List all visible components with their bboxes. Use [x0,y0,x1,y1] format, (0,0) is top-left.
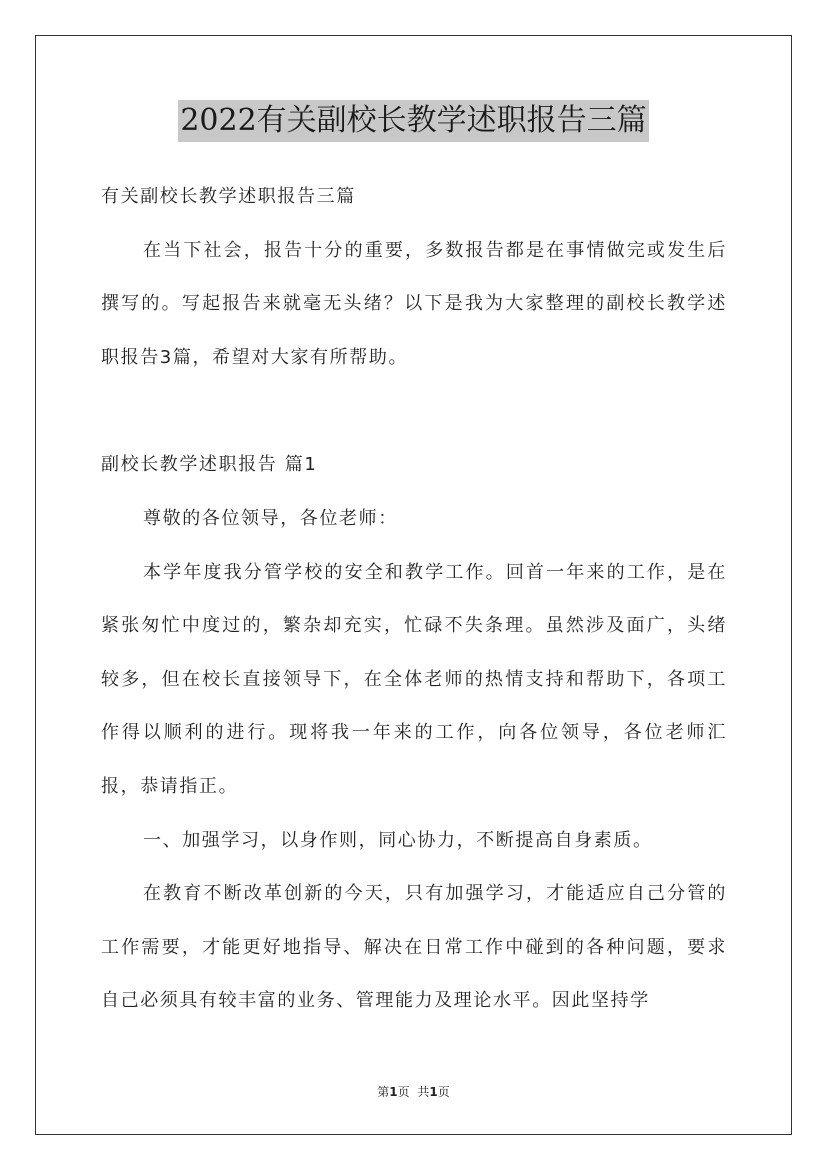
footer-total-suffix: 页 [437,1085,450,1099]
page-footer [0,1083,827,1100]
body-paragraph: 本学年度我分管学校的安全和教学工作。回首一年来的工作，是在紧张匆忙中度过的，繁杂却充实，忙碌不失条理。虽然涉及面广，头绪较多，但在校长直接领导下，在全体老师的热情支持和帮助下，各项工作得以顺利的进行。现将我一年来的工作，向各位领导，各位老师汇报，恭请指正。 [101,561,727,797]
title-wrap [0,100,827,142]
footer-total-prefix: 共 [417,1085,430,1099]
paragraph-gap [101,384,727,438]
body-paragraph: 在教育不断改革创新的今天，只有加强学习，才能适应自己分管的工作需要，才能更好地指导、解决在日常工作中碰到的各种问题，要求自己必须具有较丰富的业务、管理能力及理论水平。因此坚持学 [101,883,727,1012]
document-title: 2022有关副校长教学述职报告三篇 [178,100,648,142]
salutation-paragraph: 尊敬的各位领导，各位老师： [143,507,398,529]
section-heading: 副校长教学述职报告 篇1 [101,454,318,476]
footer-page-suffix: 页 [397,1085,410,1099]
footer-page-prefix: 第 [377,1085,390,1099]
subtitle-paragraph: 有关副校长教学述职报告三篇 [101,186,356,207]
point-heading: 一、加强学习，以身作则，同心协力，不断提高自身素质。 [143,829,653,851]
intro-paragraph: 在当下社会，报告十分的重要，多数报告都是在事情做完或发生后撰写的。写起报告来就毫无头绪？以下是我为大家整理的副校长教学述职报告3篇，希望对大家有所帮助。 [101,239,727,368]
document-body [101,170,727,1028]
footer-total-number: 1 [429,1085,438,1099]
footer-page-number: 1 [389,1085,398,1099]
